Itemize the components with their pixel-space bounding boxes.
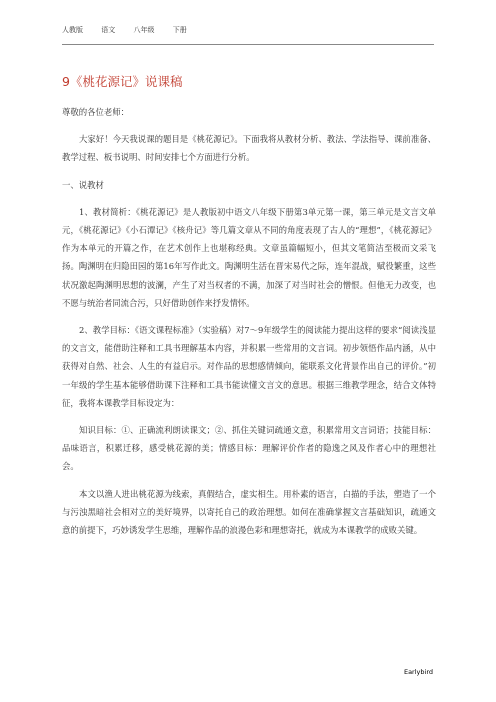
header-volume: 下册: [172, 26, 187, 34]
salutation: 尊敬的各位老师：: [62, 107, 129, 117]
document-title: 9《桃花源记》说课稿: [62, 74, 183, 89]
section-heading: 一、说教材: [62, 179, 104, 190]
document-body: [62, 103, 436, 548]
running-header: [62, 25, 203, 35]
paragraph-key-points: 本文以渔人进出桃花源为线索，真假结合，虚实相生。用朴素的语言，白描的手法，塑造了一个与污浊黑暗社会相对立的美好境界，以寄托自己的政治理想。如何在准确掌握文言基础知识，疏通文意的前提下，巧妙诱发学生思维，理解作品的浪漫色彩和理想寄托，就成为本课教学的成败关键。: [62, 488, 436, 536]
paragraph-goal-details: 知识目标：①、正确流利朗读课文；②、抓住关键词疏通文意，积累常用文言词语；技能目标：品味语言，积累迁移，感受桃花源的美；情感目标：理解评价作者的隐逸之风及作者心中的理想社会。: [62, 425, 436, 472]
header-subject: 语文: [101, 26, 116, 34]
paragraph-textbook-analysis: 1、教材简析：《桃花源记》是人教版初中语文八年级下册第3单元第一课，第三单元是文言文单元，《桃花源记》《小石潭记》《核舟记》等几篇文章从不同的角度表现了古人的“理想”，《桃花源记》作为本单元的开篇之作，在艺术创作上也堪称经典。文章虽篇幅短小，但其文笔简洁至极而文采飞扬。陶渊明在归隐田园的第16年写作此文。陶渊明生活在晋宋易代之际，连年混战，赋役繁重，这些状况激起陶渊明思想的波澜，产生了对当权者的不满，加深了对当时社会的憎恨。但他无力改变，也不愿与统治者同流合污，只好借助创作来抒发情怀。: [62, 206, 436, 308]
paragraph-teaching-goals: 2、教学目标：《语文课程标准》（实验稿）对7～9年级学生的阅读能力提出这样的要求“阅读浅显的文言文，能借助注释和工具书理解基本内容，并积累一些常用的文言词。初步领悟作品内涵，从中获得对自然、社会、人生的有益启示。对作品的思想感情倾向，能联系文化背景作出自己的评价。”初一年级的学生基本能够借助课下注释和工具书能读懂文言文的意思。根据三维教学理念，结合文体特征，我将本课教学目标设定为：: [62, 325, 436, 408]
header-publisher: 人教版: [62, 26, 83, 34]
header-grade: 八年级: [133, 26, 155, 34]
intro-paragraph: 大家好！今天我说课的题目是《桃花源记》。下面我将从教材分析、教法、学法指导、课前准备、教学过程、板书说明、时间安排七个方面进行分析。: [62, 134, 436, 163]
footer-mark: Earlybird: [403, 668, 433, 676]
header-divider: [62, 44, 434, 45]
